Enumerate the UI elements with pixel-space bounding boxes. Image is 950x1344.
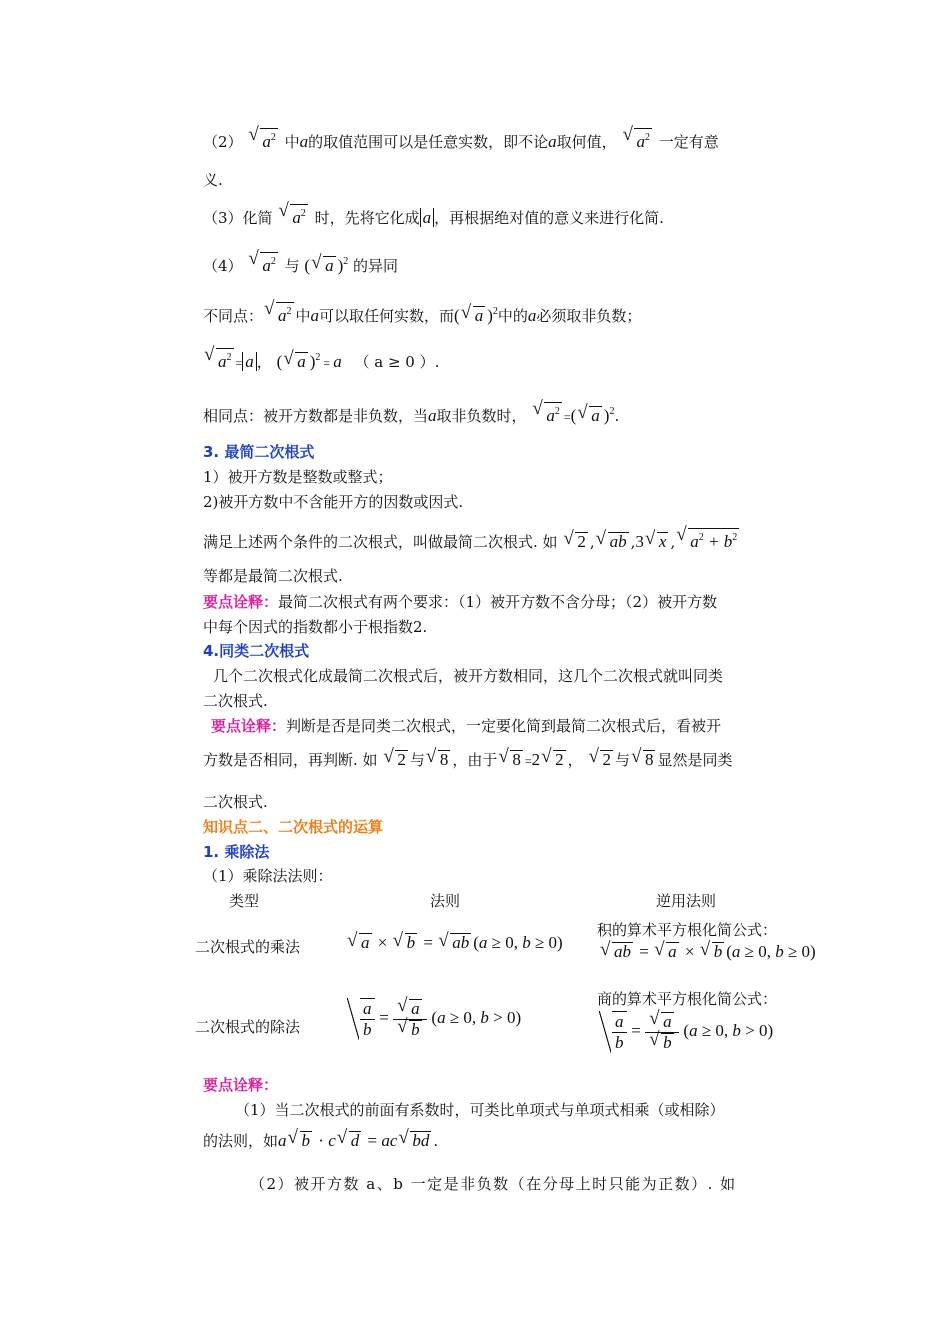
section-4-para-cont: 二次根式. [203, 692, 268, 710]
note-2: （2）被开方数 a、b 一定是非负数（在分母上时只能为正数）. 如 [250, 1175, 737, 1193]
row-multiplication-inverse-title: 积的算术平方根化简公式： [597, 921, 778, 939]
difference-formulas: √ $a^2 = a$ ， (√ a )$^2$ = a （ a ≥ 0 ）. [203, 348, 439, 373]
section-3-note-cont: 中每个因式的指数都小于根指数2. [203, 618, 428, 636]
same-line: 相同点：被开方数都是非负数，当a取非负数时， √ $a^2$ =(√ a )$^2$. [203, 402, 619, 427]
section-4-title: 4.同类二次根式 [203, 642, 310, 660]
section-4-note-end: 二次根式. [203, 793, 268, 811]
section-4-note-example: 方数是否相同，再判断. 如 √ 2 与√ 8 ，由于√ 8 =2√ 2 ， √ 2 与√ 8 显然是同类 [203, 750, 732, 771]
item-4-line: （4） √ $a^2$ 与 (√ a )$^2$ 的异同 [203, 252, 398, 276]
sqrt-a-squared: √ $a^2$ [279, 204, 308, 228]
item-3-line: （3）化简 √ $a^2$ 时，先将它化成 a ，再根据绝对值的意义来进行化简. [203, 204, 664, 228]
header-type: 类型 [229, 892, 260, 910]
row-division-inverse-title: 商的算术平方根化简公式： [597, 990, 778, 1008]
row-multiplication-inverse: √ ab = √ a × √ b (a ≥ 0, b ≥ 0) [599, 942, 816, 962]
mult-div-title: 1. 乘除法 [203, 843, 270, 861]
sqrt-a-squared: √ $a^2$ [249, 128, 278, 152]
header-inverse-rule: 逆用法则 [656, 892, 717, 910]
sqrt-a-squared: √ $a^2$ [249, 252, 278, 276]
condition-2: 2)被开方数中不含能开方的因数或因式. [203, 493, 464, 511]
header-rule: 法则 [430, 892, 461, 910]
sqrt-a-power-2: (√ a )$^2$ [304, 256, 348, 275]
note-1: （1）当二次根式的前面有系数时，可类比单项式与单项式相乘（或相除） [235, 1101, 725, 1119]
row-division-rule: $\frac{a}{b}$ = √ a √ b (a ≥ 0, b > 0) [347, 998, 521, 1040]
knowledge-point-2-title: 知识点二、二次根式的运算 [203, 818, 384, 836]
section-3-note: 要点诠释：最简二次根式有两个要求：（1）被开方数不含分母；（2）被开方数 [203, 593, 718, 611]
abs-a: a [420, 208, 435, 227]
item-2-line: （2） √ $a^2$ 中a的取值范围可以是任意实数，即不论a取何值， √ $a^2$ 一定有意 [203, 128, 719, 152]
sqrt-a-squared: √ $a^2$ [623, 128, 652, 152]
note-1-cont: 的法则，如a√ b · c√ d = ac√ bd . [203, 1131, 438, 1151]
simplest-example-line: 满足上述两个条件的二次根式，叫做最简二次根式. 如 √ 2 ,√ ab ,3√ x ,√ $a^2 + b^2$ [203, 528, 741, 552]
item-2-continued: 义. [203, 171, 223, 189]
mult-div-rule: （1）乘除法法则： [203, 867, 333, 885]
section-3-title: 3. 最简二次根式 [203, 443, 315, 461]
item-number: （2） [203, 133, 243, 151]
simplest-conclusion: 等都是最简二次根式. [203, 567, 343, 585]
row-multiplication-type: 二次根式的乘法 [195, 938, 301, 956]
condition-1: 1）被开方数是整数或整式； [203, 468, 393, 486]
notes-label: 要点诠释： [203, 1076, 279, 1094]
row-multiplication-rule: √ a × √ b = √ ab (a ≥ 0, b ≥ 0) [346, 933, 563, 953]
section-4-note: 要点诠释：判断是否是同类二次根式，一定要化简到最简二次根式后，看被开 [211, 717, 722, 735]
section-4-para: 几个二次根式化成最简二次根式后，被开方数相同，这几个二次根式就叫同类 [213, 667, 724, 685]
difference-line: 不同点：√ $a^2$ 中a可以取任何实数，而(√ a )$^2$中的a必须取非负数； [203, 302, 641, 326]
row-division-type: 二次根式的除法 [195, 1018, 301, 1036]
row-division-inverse: $\frac{a}{b}$ = √ a √ b (a ≥ 0, b > 0) [599, 1011, 773, 1053]
